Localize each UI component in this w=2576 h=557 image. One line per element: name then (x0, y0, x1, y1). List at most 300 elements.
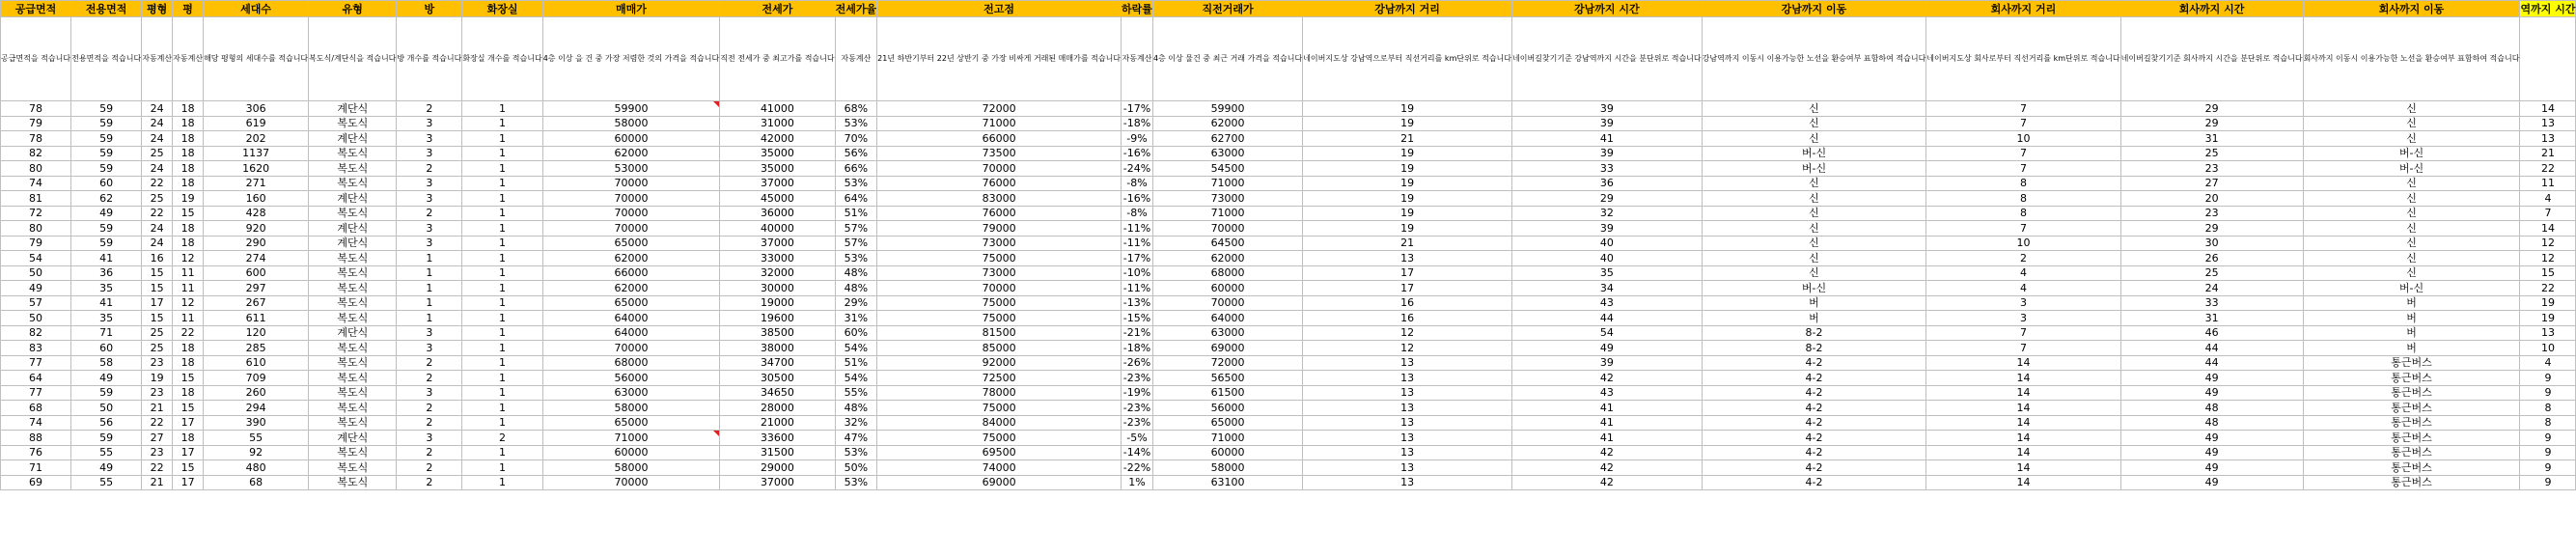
description-cell[interactable] (2520, 17, 2576, 101)
table-cell[interactable]: 13 (1303, 415, 1512, 431)
table-cell[interactable]: 24 (142, 101, 173, 117)
table-cell[interactable]: 30500 (720, 371, 835, 386)
table-cell[interactable]: 4 (2520, 191, 2576, 207)
table-cell[interactable]: 37000 (720, 475, 835, 490)
table-cell[interactable]: 25 (142, 341, 173, 356)
table-cell[interactable]: 2 (397, 206, 462, 221)
table-cell[interactable]: 63000 (1152, 146, 1302, 161)
table-cell[interactable]: 35 (1512, 265, 1703, 281)
table-cell[interactable]: 59 (71, 431, 142, 446)
table-cell[interactable]: 복도식 (309, 355, 397, 371)
table-cell[interactable]: 62000 (542, 251, 720, 266)
table-cell[interactable]: 18 (173, 355, 204, 371)
table-cell[interactable]: 69500 (877, 445, 1122, 460)
table-cell[interactable]: 7 (1926, 341, 2120, 356)
table-cell[interactable]: 16 (1303, 311, 1512, 326)
header-cell[interactable]: 전세가 (720, 1, 835, 17)
table-cell[interactable]: 3 (397, 176, 462, 191)
table-cell[interactable]: 14 (2520, 101, 2576, 117)
table-cell[interactable]: 19 (1303, 206, 1512, 221)
table-cell[interactable]: 57 (1, 295, 71, 311)
table-cell[interactable]: 7 (1926, 161, 2120, 177)
table-cell[interactable]: 49 (2120, 445, 2303, 460)
table-cell[interactable]: 23 (2120, 161, 2303, 177)
table-cell[interactable]: 9 (2520, 385, 2576, 401)
table-cell[interactable]: -22% (1122, 460, 1153, 476)
description-cell[interactable]: 전용면적을 적습니다 (71, 17, 142, 101)
table-cell[interactable]: 59 (71, 131, 142, 147)
table-cell[interactable]: 13 (1303, 475, 1512, 490)
table-cell[interactable]: 71000 (1152, 176, 1302, 191)
table-cell[interactable]: 59 (71, 146, 142, 161)
table-cell[interactable]: 계단식 (309, 191, 397, 207)
table-cell[interactable]: 42 (1512, 460, 1703, 476)
table-cell[interactable]: 3 (1926, 295, 2120, 311)
table-cell[interactable]: 24 (2120, 281, 2303, 296)
table-cell[interactable]: 15 (173, 401, 204, 416)
table-cell[interactable]: 50% (835, 460, 877, 476)
table-cell[interactable]: 44 (2120, 341, 2303, 356)
table-cell[interactable]: 160 (204, 191, 309, 207)
table-cell[interactable]: 709 (204, 371, 309, 386)
table-cell[interactable]: 48% (835, 401, 877, 416)
table-cell[interactable]: 19 (1303, 146, 1512, 161)
table-cell[interactable]: 50 (1, 311, 71, 326)
table-cell[interactable]: 294 (204, 401, 309, 416)
table-cell[interactable]: 17 (173, 415, 204, 431)
table-cell[interactable]: 35000 (720, 146, 835, 161)
table-cell[interactable]: 18 (173, 176, 204, 191)
table-cell[interactable]: 1 (397, 295, 462, 311)
table-cell[interactable]: 36 (1512, 176, 1703, 191)
table-cell[interactable]: 71000 (542, 431, 720, 446)
table-cell[interactable]: 41 (1512, 415, 1703, 431)
description-cell[interactable]: 공급면적을 적습니다 (1, 17, 71, 101)
table-cell[interactable]: 50 (71, 401, 142, 416)
table-cell[interactable]: 복도식 (309, 341, 397, 356)
table-cell[interactable]: 56 (71, 415, 142, 431)
table-cell[interactable]: 56000 (542, 371, 720, 386)
table-cell[interactable]: 428 (204, 206, 309, 221)
table-cell[interactable]: 58000 (1152, 460, 1302, 476)
table-cell[interactable]: 14 (1926, 371, 2120, 386)
table-cell[interactable]: 54 (1512, 325, 1703, 341)
table-cell[interactable]: 1 (462, 131, 542, 147)
table-cell[interactable]: 신 (2303, 101, 2520, 117)
table-cell[interactable]: 62000 (1152, 116, 1302, 131)
table-cell[interactable]: 58 (71, 355, 142, 371)
table-cell[interactable]: 49 (71, 206, 142, 221)
table-cell[interactable]: 49 (2120, 431, 2303, 446)
table-cell[interactable]: 신 (1702, 236, 1926, 251)
table-cell[interactable]: 22 (173, 325, 204, 341)
table-cell[interactable]: 48% (835, 281, 877, 296)
table-cell[interactable]: 29 (2120, 101, 2303, 117)
table-cell[interactable]: 71 (1, 460, 71, 476)
table-cell[interactable]: 15 (142, 265, 173, 281)
table-cell[interactable]: 3 (397, 221, 462, 237)
header-cell[interactable]: 전고점 (877, 1, 1122, 17)
table-cell[interactable]: 37000 (720, 176, 835, 191)
table-cell[interactable]: 45000 (720, 191, 835, 207)
table-cell[interactable]: 29000 (720, 460, 835, 476)
table-cell[interactable]: 18 (173, 131, 204, 147)
table-cell[interactable]: 19 (1303, 191, 1512, 207)
table-cell[interactable]: 복도식 (309, 475, 397, 490)
table-cell[interactable]: 1 (462, 236, 542, 251)
table-cell[interactable]: 69000 (877, 475, 1122, 490)
table-cell[interactable]: 82 (1, 146, 71, 161)
table-cell[interactable]: -18% (1122, 116, 1153, 131)
description-cell[interactable]: 네이버길찾기기준 회사까지 시간을 분단위로 적습니다 (2120, 17, 2303, 101)
table-cell[interactable]: 19 (142, 371, 173, 386)
table-cell[interactable]: 24 (142, 131, 173, 147)
table-cell[interactable]: 신 (2303, 116, 2520, 131)
table-cell[interactable]: 9 (2520, 445, 2576, 460)
table-cell[interactable]: 2 (397, 101, 462, 117)
table-cell[interactable]: 7 (1926, 116, 2120, 131)
table-cell[interactable]: 55 (71, 475, 142, 490)
description-cell[interactable]: 자동계산 (142, 17, 173, 101)
table-cell[interactable]: 1 (462, 445, 542, 460)
table-cell[interactable]: -11% (1122, 236, 1153, 251)
description-cell[interactable]: 자동계산 (173, 17, 204, 101)
table-cell[interactable]: 69000 (1152, 341, 1302, 356)
description-cell[interactable]: 자동계산 (835, 17, 877, 101)
table-cell[interactable]: 31 (2120, 131, 2303, 147)
table-cell[interactable]: 13 (1303, 385, 1512, 401)
table-cell[interactable]: 28000 (720, 401, 835, 416)
table-cell[interactable]: 49 (2120, 460, 2303, 476)
table-cell[interactable]: 82 (1, 325, 71, 341)
table-cell[interactable]: 14 (1926, 475, 2120, 490)
table-cell[interactable]: 11 (173, 265, 204, 281)
table-cell[interactable]: 30 (2120, 236, 2303, 251)
table-cell[interactable]: -8% (1122, 206, 1153, 221)
table-cell[interactable]: 1 (462, 415, 542, 431)
table-cell[interactable]: 26 (2120, 251, 2303, 266)
table-cell[interactable]: 39 (1512, 101, 1703, 117)
table-cell[interactable]: 13 (2520, 116, 2576, 131)
table-cell[interactable]: 48 (2120, 415, 2303, 431)
table-cell[interactable]: 12 (1303, 341, 1512, 356)
table-cell[interactable]: 74 (1, 415, 71, 431)
table-cell[interactable]: 17 (173, 445, 204, 460)
table-cell[interactable]: 31000 (720, 116, 835, 131)
table-cell[interactable]: 32% (835, 415, 877, 431)
table-cell[interactable]: 복도식 (309, 206, 397, 221)
table-cell[interactable]: 버 (2303, 311, 2520, 326)
table-cell[interactable]: 75000 (877, 295, 1122, 311)
header-cell[interactable]: 회사까지 거리 (1926, 1, 2120, 17)
table-cell[interactable]: 복도식 (309, 445, 397, 460)
table-cell[interactable]: 신 (1702, 251, 1926, 266)
header-cell[interactable]: 강남까지 시간 (1512, 1, 1703, 17)
table-cell[interactable]: 13 (1303, 460, 1512, 476)
table-cell[interactable]: -11% (1122, 221, 1153, 237)
table-cell[interactable]: 34700 (720, 355, 835, 371)
description-cell[interactable]: 직전 전세가 중 최고가를 적습니다 (720, 17, 835, 101)
table-cell[interactable]: 3 (397, 385, 462, 401)
table-cell[interactable]: 60000 (1152, 445, 1302, 460)
table-cell[interactable]: 71 (71, 325, 142, 341)
table-cell[interactable]: 통근버스 (2303, 355, 2520, 371)
table-cell[interactable]: 60000 (1152, 281, 1302, 296)
table-cell[interactable]: 복도식 (309, 415, 397, 431)
table-cell[interactable]: 14 (1926, 355, 2120, 371)
table-cell[interactable]: 54% (835, 341, 877, 356)
table-cell[interactable]: 274 (204, 251, 309, 266)
table-cell[interactable]: 신 (1702, 221, 1926, 237)
table-cell[interactable]: -18% (1122, 341, 1153, 356)
table-cell[interactable]: 1620 (204, 161, 309, 177)
header-cell[interactable]: 강남까지 거리 (1303, 1, 1512, 17)
table-cell[interactable]: 31% (835, 311, 877, 326)
table-cell[interactable]: 1 (462, 311, 542, 326)
table-cell[interactable]: 260 (204, 385, 309, 401)
table-cell[interactable]: 49 (71, 371, 142, 386)
table-cell[interactable]: 버 (2303, 295, 2520, 311)
table-cell[interactable]: 53% (835, 176, 877, 191)
table-cell[interactable]: 계단식 (309, 101, 397, 117)
table-cell[interactable]: 62000 (542, 146, 720, 161)
table-cell[interactable]: 13 (1303, 445, 1512, 460)
table-cell[interactable]: 18 (173, 161, 204, 177)
table-cell[interactable]: 계단식 (309, 325, 397, 341)
table-cell[interactable]: 49 (2120, 385, 2303, 401)
table-cell[interactable]: 920 (204, 221, 309, 237)
header-cell[interactable]: 강남까지 이동 (1702, 1, 1926, 17)
table-cell[interactable]: 복도식 (309, 371, 397, 386)
table-cell[interactable]: 1 (462, 191, 542, 207)
table-cell[interactable]: 19 (2520, 311, 2576, 326)
table-cell[interactable]: 76 (1, 445, 71, 460)
table-cell[interactable]: 22 (142, 460, 173, 476)
table-cell[interactable]: 65000 (542, 236, 720, 251)
table-cell[interactable]: 13 (1303, 251, 1512, 266)
table-cell[interactable]: 복도식 (309, 265, 397, 281)
table-cell[interactable]: 66% (835, 161, 877, 177)
table-cell[interactable]: 복도식 (309, 176, 397, 191)
table-cell[interactable]: 12 (2520, 236, 2576, 251)
table-cell[interactable]: 17 (142, 295, 173, 311)
table-cell[interactable]: 53000 (542, 161, 720, 177)
table-cell[interactable]: 복도식 (309, 146, 397, 161)
table-cell[interactable]: 버-신 (1702, 146, 1926, 161)
table-cell[interactable]: 92000 (877, 355, 1122, 371)
table-cell[interactable]: 68 (1, 401, 71, 416)
table-cell[interactable]: 신 (1702, 101, 1926, 117)
table-cell[interactable]: 47% (835, 431, 877, 446)
table-cell[interactable]: 통근버스 (2303, 445, 2520, 460)
table-cell[interactable]: 41000 (720, 101, 835, 117)
table-cell[interactable]: 71000 (1152, 431, 1302, 446)
table-cell[interactable]: 33 (2120, 295, 2303, 311)
table-cell[interactable]: -10% (1122, 265, 1153, 281)
table-cell[interactable]: 1% (1122, 475, 1153, 490)
table-cell[interactable]: 15 (142, 281, 173, 296)
table-cell[interactable]: 4-2 (1702, 371, 1926, 386)
table-cell[interactable]: 15 (2520, 265, 2576, 281)
table-cell[interactable]: 49 (2120, 371, 2303, 386)
table-cell[interactable]: 1 (462, 161, 542, 177)
table-cell[interactable]: 19 (173, 191, 204, 207)
table-cell[interactable]: 92 (204, 445, 309, 460)
table-cell[interactable]: -24% (1122, 161, 1153, 177)
table-cell[interactable]: 70% (835, 131, 877, 147)
table-cell[interactable]: 복도식 (309, 401, 397, 416)
table-cell[interactable]: 42000 (720, 131, 835, 147)
header-cell[interactable]: 화장실 (462, 1, 542, 17)
table-cell[interactable]: 8 (1926, 191, 2120, 207)
table-cell[interactable]: 83000 (877, 191, 1122, 207)
table-cell[interactable]: 60 (71, 176, 142, 191)
table-cell[interactable]: 41 (1512, 131, 1703, 147)
table-cell[interactable]: 1 (397, 251, 462, 266)
description-cell[interactable]: 네이버지도상 회사로부터 직선거리를 km단위로 적습니다 (1926, 17, 2120, 101)
table-cell[interactable]: 38500 (720, 325, 835, 341)
table-cell[interactable]: 24 (142, 161, 173, 177)
table-cell[interactable]: 58000 (542, 401, 720, 416)
table-cell[interactable]: 3 (397, 236, 462, 251)
table-cell[interactable]: -8% (1122, 176, 1153, 191)
table-cell[interactable]: 통근버스 (2303, 431, 2520, 446)
table-cell[interactable]: 20 (2120, 191, 2303, 207)
table-cell[interactable]: 480 (204, 460, 309, 476)
table-cell[interactable]: 68000 (542, 355, 720, 371)
table-cell[interactable]: 56% (835, 146, 877, 161)
table-cell[interactable]: 17 (1303, 281, 1512, 296)
table-cell[interactable]: 64000 (542, 325, 720, 341)
table-cell[interactable]: 36000 (720, 206, 835, 221)
table-cell[interactable]: 계단식 (309, 131, 397, 147)
table-cell[interactable]: 1 (397, 311, 462, 326)
table-cell[interactable]: 31 (2120, 311, 2303, 326)
table-cell[interactable]: 72000 (877, 101, 1122, 117)
table-cell[interactable]: 신 (2303, 236, 2520, 251)
table-cell[interactable]: 78 (1, 101, 71, 117)
table-cell[interactable]: 36 (71, 265, 142, 281)
table-cell[interactable]: 72500 (877, 371, 1122, 386)
table-cell[interactable]: 14 (1926, 385, 2120, 401)
table-cell[interactable]: 48% (835, 265, 877, 281)
table-cell[interactable]: 1 (462, 265, 542, 281)
table-cell[interactable]: 신 (2303, 265, 2520, 281)
table-cell[interactable]: 77 (1, 355, 71, 371)
table-cell[interactable]: 63000 (1152, 325, 1302, 341)
table-cell[interactable]: 19600 (720, 311, 835, 326)
table-cell[interactable]: 1 (462, 146, 542, 161)
table-cell[interactable]: 8 (2520, 415, 2576, 431)
table-cell[interactable]: 1137 (204, 146, 309, 161)
table-cell[interactable]: 15 (173, 460, 204, 476)
table-cell[interactable]: 41 (71, 251, 142, 266)
table-cell[interactable]: 70000 (877, 161, 1122, 177)
table-cell[interactable]: 25 (2120, 265, 2303, 281)
table-cell[interactable]: 39 (1512, 221, 1703, 237)
table-cell[interactable]: 50 (1, 265, 71, 281)
table-cell[interactable]: 39 (1512, 355, 1703, 371)
table-cell[interactable]: 57% (835, 236, 877, 251)
table-cell[interactable]: 63000 (542, 385, 720, 401)
table-cell[interactable]: 신 (1702, 206, 1926, 221)
table-cell[interactable]: 4-2 (1702, 385, 1926, 401)
table-cell[interactable]: 2 (397, 445, 462, 460)
table-cell[interactable]: 14 (1926, 401, 2120, 416)
table-cell[interactable]: 73000 (1152, 191, 1302, 207)
table-cell[interactable]: 59 (71, 161, 142, 177)
table-cell[interactable]: 66000 (877, 131, 1122, 147)
table-cell[interactable]: 1 (462, 371, 542, 386)
table-cell[interactable]: 버-신 (1702, 161, 1926, 177)
table-cell[interactable]: 버 (1702, 295, 1926, 311)
table-cell[interactable]: 3 (397, 146, 462, 161)
table-cell[interactable]: 신 (2303, 221, 2520, 237)
table-cell[interactable]: 2 (397, 401, 462, 416)
table-cell[interactable]: 19 (1303, 176, 1512, 191)
table-cell[interactable]: 13 (2520, 131, 2576, 147)
table-cell[interactable]: 24 (142, 236, 173, 251)
table-cell[interactable]: 2 (462, 431, 542, 446)
table-cell[interactable]: 14 (1926, 445, 2120, 460)
description-cell[interactable]: 4층 이상 을 건 중 가장 저렴한 것의 가격을 적습니다 (542, 17, 720, 101)
table-cell[interactable]: 버-신 (1702, 281, 1926, 296)
table-cell[interactable]: 21 (142, 401, 173, 416)
table-cell[interactable]: 계단식 (309, 431, 397, 446)
table-cell[interactable]: -13% (1122, 295, 1153, 311)
header-cell[interactable]: 방 (397, 1, 462, 17)
table-cell[interactable]: 1 (462, 101, 542, 117)
table-cell[interactable]: 통근버스 (2303, 475, 2520, 490)
table-cell[interactable]: 48 (2120, 401, 2303, 416)
table-cell[interactable]: 복도식 (309, 460, 397, 476)
table-cell[interactable]: 2 (397, 371, 462, 386)
table-cell[interactable]: 290 (204, 236, 309, 251)
table-cell[interactable]: 11 (173, 311, 204, 326)
table-cell[interactable]: 59900 (1152, 101, 1302, 117)
table-cell[interactable]: 9 (2520, 431, 2576, 446)
table-cell[interactable]: 버 (2303, 341, 2520, 356)
table-cell[interactable]: 11 (173, 281, 204, 296)
table-cell[interactable]: 통근버스 (2303, 415, 2520, 431)
table-cell[interactable]: 64000 (542, 311, 720, 326)
table-cell[interactable]: 3 (397, 116, 462, 131)
table-cell[interactable]: 37000 (720, 236, 835, 251)
table-cell[interactable]: 29% (835, 295, 877, 311)
table-cell[interactable]: 81500 (877, 325, 1122, 341)
table-cell[interactable]: 17 (1303, 265, 1512, 281)
table-cell[interactable]: 55 (71, 445, 142, 460)
table-cell[interactable]: 4 (1926, 265, 2120, 281)
table-cell[interactable]: 31500 (720, 445, 835, 460)
table-cell[interactable]: 1 (397, 281, 462, 296)
table-cell[interactable]: 74000 (877, 460, 1122, 476)
table-cell[interactable]: 58000 (542, 460, 720, 476)
description-cell[interactable]: 방 개수를 적습니다 (397, 17, 462, 101)
table-cell[interactable]: 70000 (542, 191, 720, 207)
table-cell[interactable]: 19000 (720, 295, 835, 311)
table-cell[interactable]: 8 (1926, 206, 2120, 221)
table-cell[interactable]: 19 (1303, 101, 1512, 117)
table-cell[interactable]: 4-2 (1702, 355, 1926, 371)
table-cell[interactable]: 1 (462, 325, 542, 341)
table-cell[interactable]: 통근버스 (2303, 385, 2520, 401)
header-cell[interactable]: 직전거래가 (1152, 1, 1302, 17)
table-cell[interactable]: 15 (173, 206, 204, 221)
table-cell[interactable]: 13 (1303, 431, 1512, 446)
table-cell[interactable]: 18 (173, 101, 204, 117)
table-cell[interactable]: 8-2 (1702, 341, 1926, 356)
